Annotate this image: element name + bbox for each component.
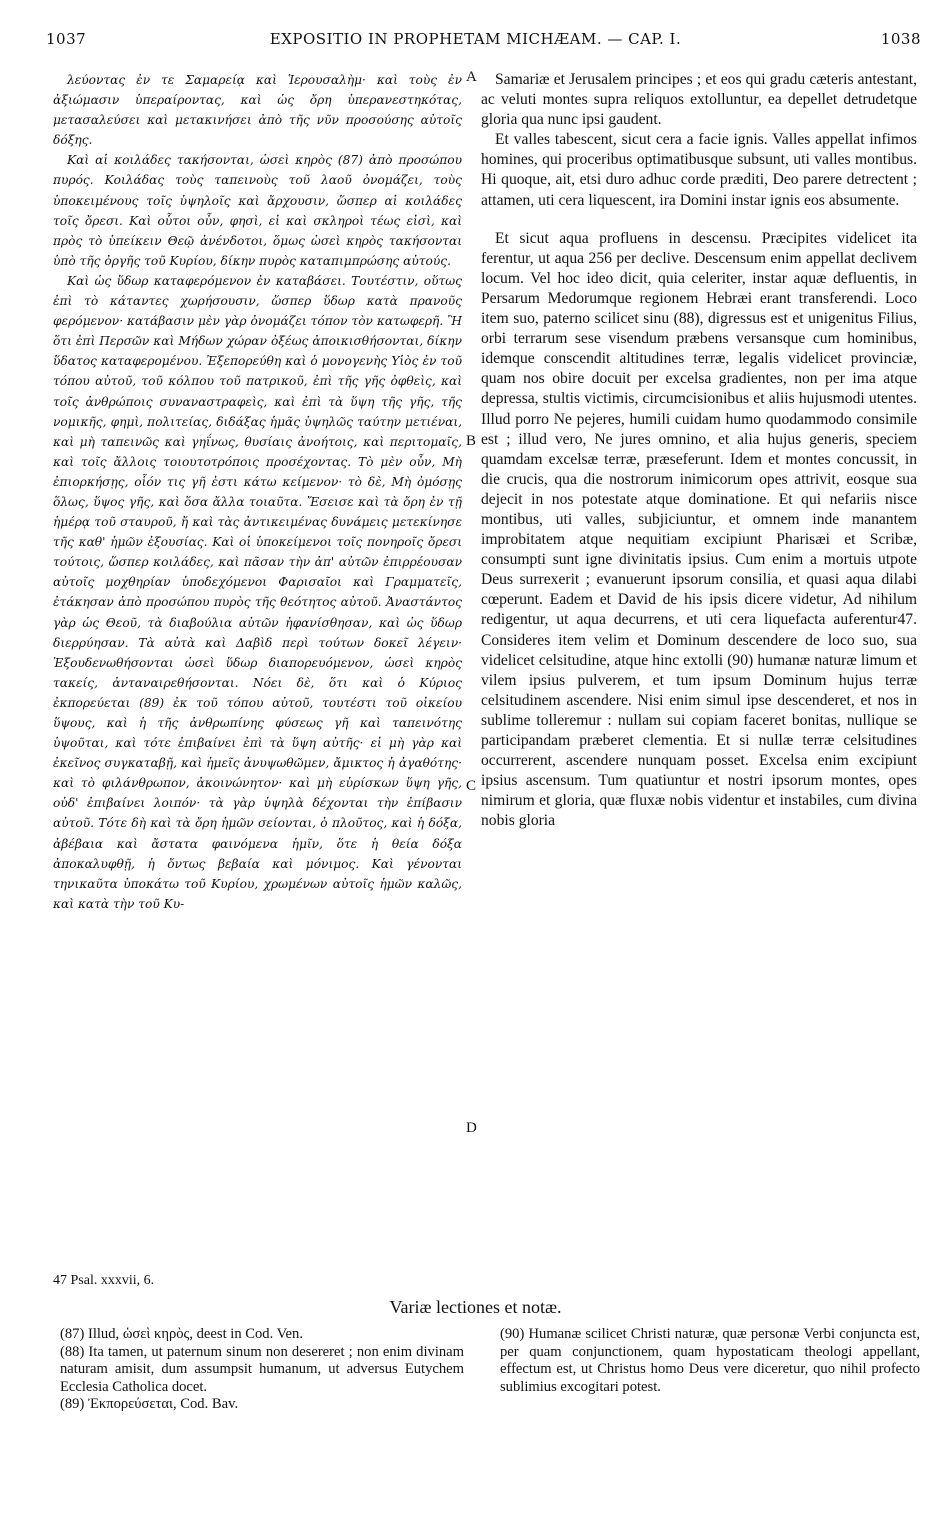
notes-title: Variæ lectiones et notæ. — [389, 1297, 562, 1317]
latin-paragraph: Et valles tabescent, sicut cera a facie ignis. Valles appellat infimos homines, qui proceribus optimatibusque subsunt, uti valles montibus. Hi quoque, ait, etsi duro adhuc corde præditi, Deo parere detrectent ; attamen, uti cera liquescent, ira Domini instar ignis eos absumente. — [481, 131, 917, 209]
greek-column — [53, 70, 462, 914]
greek-paragraph: Καὶ ὡς ὕδωρ καταφερόμενον ἐν καταβάσει. Τουτέστιν, οὕτως ἐπὶ τὸ κάταντες χωρήσουσιν, ὥσπερ ὕδωρ κατὰ πρανοῦς φερόμενον· κατάβασιν μὲν γὰρ ὀνομάζει τόπον τὸν κατωφερῆ. Ἢ ὅτι ἐπὶ Περσῶν καὶ Μήδων χώραν ὀξέως ἀποικισθήσονται, δίκην ὕδατος καταφερομένου. Ἐξεπορεύθη καὶ ὁ μονογενὴς Υἱὸς ἐν τοῦ τόπου αὐτοῦ, τοῦ κόλπου τοῦ πατρικοῦ, ἐπὶ τῆς γῆς ὀφθεὶς, καὶ τοῖς ἀνθρώποις συναναστραφεὶς, καὶ ἐπὶ τὰ ὕψη τῆς γῆς, τῆς νομικῆς, φημὶ, πολιτείας, διδάξας ἡμᾶς ὑψηλῶς ταύτην μετιέναι, καὶ μὴ ταπεινῶς καὶ γηΐνως, θυσίαις ἀνοήτοις, καὶ περιτομαῖς, καὶ τοῖς ἄλλοις τοιουτοτρόποις προσέχοντας. Τὸ μὲν οὖν, Μὴ ἐπιορκήσῃς, οἷόν τις γῆ ἐστι κάτω κείμενον· τὸ δὲ, Μὴ ὀμόσῃς ὅλως, ὕψος γῆς, καὶ ὅσα ἄλλα τοιαῦτα. Ἔσεισε καὶ τὰ ὄρη ἐν τῇ ἡμέρᾳ τοῦ σταυροῦ, ἤ καὶ τὰς ἀντικειμένας δυνάμεις μετεκίνησε τῆς καθ' ἡμῶν ἐξουσίας. Καὶ οἱ ὑποκείμενοι τοῖς πονηροῖς ὄρεσι τούτοις, ὥσπερ κοιλάδες, καὶ πᾶσαν τὴν ἀπ' αὐτῶν ἐπιρρέουσαν αὐτοῖς μοχθηρίαν ὑποδεχόμενοι Φαρισαῖοι καὶ Γραμματεῖς, ἐτάκησαν ἀπὸ προσώπου πυρὸς τῆς θεότητος αὐτοῦ. Ἀναστάντος γὰρ ὡς Θεοῦ, τὰ διαβούλια αὐτῶν ἠφανίσθησαν, καὶ ὡς ὕδωρ διερρύησαν. Τὰ αὐτὰ καὶ Δαβὶδ περὶ τούτων δοκεῖ λέγειν· Ἐξουδενωθήσονται ὡσεὶ ὕδωρ διαπορευόμενον, ὡσεὶ κηρὸς τακείς, ἀνταναιρεθήσονται. Νόει δὲ, ὅτι καὶ ὁ Κύριος ἐκπορεύεται (89) ἐκ τοῦ τόπου αὐτοῦ, τουτέστι τοῦ οἰκείου ὕψους, καὶ ἡ τῆς ἀνθρωπίνης φύσεως γῆ καὶ ταπεινότης ὑψοῦται, καὶ τότε ἐπιβαίνει ἐπὶ τὰ ὕψη αὐτῆς· εἰ μὴ γὰρ καὶ ἐκεῖνος συγκαταβῇ, καὶ ἡμεῖς ἀνυψωθῶμεν, ἄμικτος ἡ ἀγαθότης· καὶ τὸ φιλάνθρωπον, ἀκοινώνητον· καὶ μὴ εὑρίσκων ὕψη γῆς, οὐδ' ἐπιβαίνει λοιπόν· τὰ γὰρ ὑψηλὰ δέχονται τὴν ἐπίβασιν αὐτοῦ. Τότε δὴ καὶ τὰ ὄρη ἡμῶν σείονται, ὁ πλοῦτος, καὶ ἡ δόξα, ἀβέβαια καὶ ἄστατα φαινόμενα ἡμῖν, ὅτε ἡ θεία δόξα ἀποκαλυφθῇ, ἡ ὄντως βεβαία καὶ μόνιμος. Καὶ γένονται τηνικαῦτα ὑποκάτω τοῦ Κυρίου, χρωμένων αὐτοῖς ἡμῶν καλῶς, καὶ κατὰ τὴν τοῦ Κυ- — [53, 273, 462, 911]
note-item: (89) Ἐκπορεύσεται, Cod. Bav. — [60, 1396, 239, 1413]
margin-marker-c: C — [466, 778, 477, 794]
margin-marker-a: A — [466, 69, 477, 85]
margin-marker-b: B — [466, 433, 477, 449]
greek-paragraph: λεύοντας ἐν τε Σαμαρείᾳ καὶ Ἱερουσαλὴμ· καὶ τοὺς ἐν ἀξιώμασιν ὑπεραίροντας, καὶ ὡς ὄρη ὑπερανεστηκότας, μετασαλεύσει καὶ μετακινήσει ἀπὸ τῆς νῦν προσούσης αὐτοῖς δόξης. — [53, 73, 462, 148]
paragraph-gap — [481, 211, 917, 229]
latin-paragraph: Et sicut aqua profluens in descensu. Præcipites videlicet ita ferentur, ut aqua 256 per declive. Descensum enim appellat declivem locum. Vel hoc ideo dicit, quia celeriter, instar aquæ defluentis, in Persarum Medorumque regionem Hebræi erant transferendi. Loco item suo, paterno scilicet sinu (88), digressus est et unigenitus Filius, orbi terrarum sese visendum præbens versansque cum hominibus, idemque conscendit altitudines terræ, legalis videlicet provinciæ, quam nos obire docuit per excelsa gradientes, non per ima atque depressa, stultis victimis, circumcisionibus et aliis hujusmodi utentes. Illud porro Ne pejeres, humili cuidam humo quodammodo consimile est ; illud vero, Ne jures omnino, et alia hujus generis, speciem quamdam excelsæ terræ, præseferunt. Idem et montes concussit, in die crucis, qua die nostrorum inimicorum opes attrivit, eosque sua dejecit in nos potestate atque dominatione. Et qui nefariis nisce montibus, uti valles, subjiciuntur, et omnem inde manantem improbitatem atque nequitiam excipiunt Pharisæi et Scribæ, consumpti sunt igne divinitatis ipsius. Cum enim a mortuis utpote Deus surrexerit ; evanuerunt ipsorum consilia, et quasi aqua dilabi cœperunt. Eadem et David de his ipsis dicere videtur, Ad nihilum redigentur, ut aqua decurrens, et uti cera liquefacta auferentur47. Consideres item velim et Dominum descendere de loco suo, sua videlicet celsitudine, atque hinc extolli (90) humanæ naturæ limum et vilem ipsius pulverem, et tum ipsum Dominum hujus terræ celsitudinem ascendere. Nisi enim simul ipse descenderet, et nos in sublime tolleremur : nullam sui copiam faceret bonitas, nullique se participandam præberet clementia. Et si nullæ terræ celsitudines occurrerent, ascendere nunquam posset. Excelsa enim excipiunt ipsius ascensum. Tum quatiuntur et nostri ipsorum montes, opes nimirum et gloria, quæ fluxæ nobis videntur et instabiles, cum divina nobis gloria — [481, 229, 917, 830]
page-number-right: 1038 — [880, 30, 921, 48]
margin-marker-d: D — [466, 1120, 477, 1136]
latin-paragraph: Samariæ et Jerusalem principes ; et eos qui gradu cæteris antestant, ac veluti montes supra reliquos extolluntur, ea depellet detrudetque gloria qua nunc ipsi gaudent. — [481, 71, 917, 129]
notes-left-column — [60, 1326, 464, 1414]
note-item: (87) Illud, ὡσεὶ κηρὸς, deest in Cod. Ven. — [60, 1326, 303, 1342]
running-title: EXPOSITIO IN PROPHETAM MICHÆAM. — CAP. I. — [269, 30, 682, 48]
notes-right-column — [500, 1326, 920, 1396]
latin-column — [481, 70, 917, 831]
note-item: (88) Ita tamen, ut paternum sinum non desereret ; non enim divinam naturam amisit, dum assumpsit humanum, ut adversus Eutychem Ecclesia Catholica docet. — [60, 1343, 464, 1395]
page-number-left: 1037 — [46, 30, 87, 48]
greek-paragraph: Καὶ αἱ κοιλάδες τακήσονται, ὡσεὶ κηρὸς (87) ἀπὸ προσώπου πυρός. Κοιλάδας τοὺς ταπεινοὺς τοῦ λαοῦ ὀνομάζει, τοὺς ὑποκειμένους τοῖς ὑψηλοῖς καὶ ἄρχουσιν, ὥσπερ αἱ κοιλάδες τοῖς ὄρεσι. Καὶ οὗτοι οὖν, φησὶ, εἰ καὶ σκληροὶ τέως εἰσὶ, καὶ πρὸς τὸ ὑπείκειν Θεῷ ἀνένδοτοι, ὅμως ὡσεὶ κηρὸς τακήσονται ὑπὸ τῆς ὀργῆς τοῦ Κυρίου, δίκην πυρὸς καταπιμπρώσης αὐτούς. — [53, 153, 462, 268]
footnote: 47 Psal. xxxvii, 6. — [53, 1273, 155, 1288]
note-item: (90) Humanæ scilicet Christi naturæ, quæ personæ Verbi conjuncta est, per quam conjunctionem, quam hypostaticam theologi appellant, effectum est, ut Christus homo Deus vere diceretur, quo nihil profecto sublimius excogitari potest. — [500, 1326, 920, 1395]
